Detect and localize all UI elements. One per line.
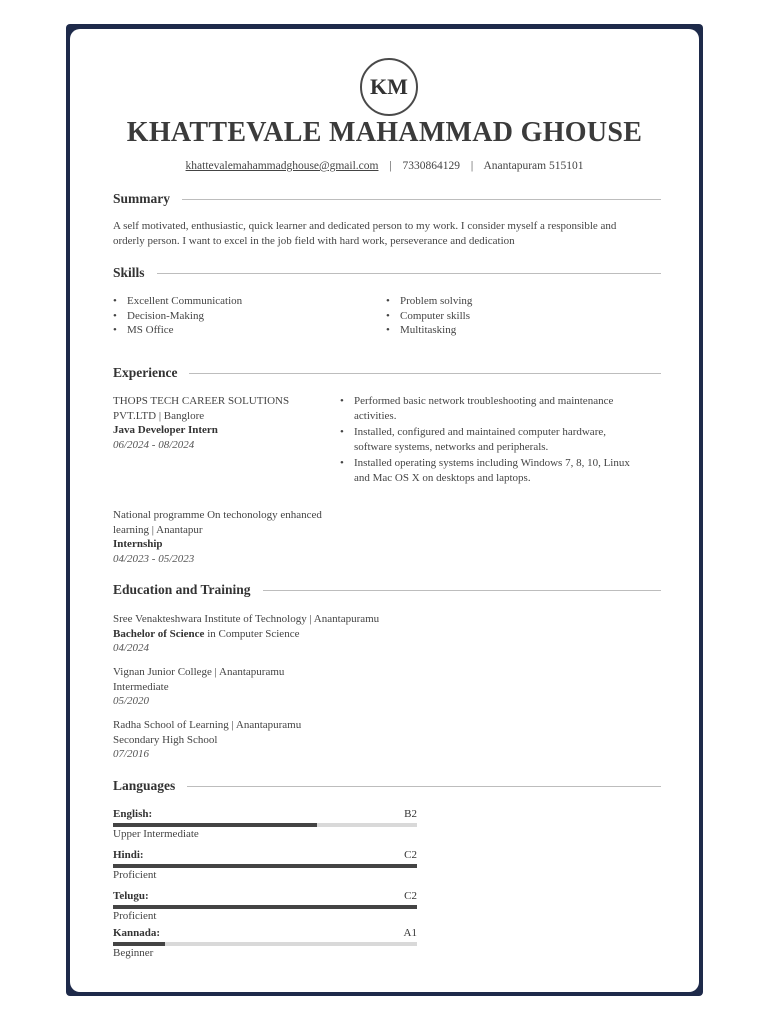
job-duties (340, 394, 660, 485)
language-name: Kannada: (113, 927, 161, 939)
duty-item (340, 456, 660, 485)
language-code: A1 (403, 927, 417, 939)
experience-heading (113, 365, 661, 381)
education-heading (113, 582, 661, 598)
phone-number: 7330864129 (402, 160, 461, 172)
languages-title: Languages (113, 778, 176, 793)
duty-line: • Installed operating systems including Windows 7, 8, 10, Linux (354, 457, 630, 469)
skills-list-left (113, 294, 363, 338)
summary-title: Summary (113, 191, 170, 206)
language-code: C2 (404, 849, 417, 861)
internship-entry (113, 508, 373, 566)
duty-line: • Performed basic network troubleshooting and maintenance (354, 395, 614, 407)
proficiency-fill (113, 823, 317, 827)
duty-line: • Installed, configured and maintained computer hardware, (354, 426, 606, 438)
language-item (113, 927, 417, 959)
experience-title: Experience (113, 365, 178, 380)
language-level: Upper Intermediate (113, 828, 199, 840)
org-location: learning | Anantapur (113, 523, 203, 536)
duty-line: activities. (354, 409, 397, 422)
contact-line (70, 160, 699, 172)
section-divider (182, 199, 661, 200)
language-name: Telugu: (113, 890, 149, 902)
duty-item (340, 394, 660, 423)
skill-item: • Multitasking (386, 323, 636, 338)
job-entry (113, 394, 333, 452)
degree: Intermediate (113, 680, 169, 693)
language-item (113, 890, 417, 922)
candidate-name: KHATTEVALE MAHAMMAD GHOUSE (126, 117, 643, 148)
email-link[interactable]: khattevalemahammadghouse@gmail.com (185, 160, 379, 172)
org-name: National programme On techonology enhanced (113, 509, 322, 521)
degree-title: Bachelor of Science (113, 627, 205, 640)
language-name: English: (113, 808, 153, 820)
language-name: Hindi: (113, 849, 144, 861)
degree (113, 627, 613, 642)
language-level: Proficient (113, 869, 157, 881)
job-dates: 06/2024 - 08/2024 (113, 438, 195, 451)
initials-text: KM (370, 74, 408, 99)
language-code: B2 (404, 808, 417, 820)
skills-list-right (386, 294, 636, 338)
language-level: Proficient (113, 910, 157, 922)
language-item (113, 849, 417, 881)
skill-item: • Problem solving (386, 294, 636, 309)
summary-line: A self motivated, enthusiastic, quick learner and dedicated person to my work. I consider myself a responsible and (113, 220, 617, 232)
section-divider (157, 273, 661, 274)
resume-page (70, 29, 699, 992)
education-item (113, 612, 613, 656)
skill-item: • Decision-Making (113, 309, 363, 324)
education-item (113, 718, 613, 762)
summary-heading (113, 191, 661, 207)
proficiency-fill (113, 864, 417, 868)
proficiency-bar (113, 864, 417, 868)
school-name: Vignan Junior College | Anantapuramu (113, 666, 285, 678)
summary-text (113, 219, 673, 248)
section-divider (187, 786, 661, 787)
degree: Secondary High School (113, 733, 218, 746)
duty-line: and Mac OS X on desktops and laptops. (354, 471, 531, 484)
section-divider (263, 590, 661, 591)
skill-item: • MS Office (113, 323, 363, 338)
proficiency-bar (113, 823, 417, 827)
job-role: Internship (113, 538, 163, 550)
job-role: Java Developer Intern (113, 424, 218, 436)
proficiency-bar (113, 942, 417, 946)
summary-line: orderly person. I want to excel in the job field with hard work, perseverance and dedication (113, 234, 515, 247)
proficiency-bar (113, 905, 417, 909)
skills-heading (113, 265, 661, 281)
job-dates: 04/2023 - 05/2023 (113, 552, 195, 565)
languages-heading (113, 778, 661, 794)
education-title: Education and Training (113, 582, 251, 597)
language-level: Beginner (113, 947, 154, 959)
duty-item (340, 425, 660, 454)
company-location: PVT.LTD | Banglore (113, 409, 205, 422)
skills-title: Skills (113, 265, 145, 280)
school-name: Radha School of Learning | Anantapuramu (113, 719, 302, 731)
degree-field: in Computer Science (204, 627, 300, 640)
school-name: Sree Venakteshwara Institute of Technology | Anantapuramu (113, 613, 380, 625)
education-date: 05/2020 (113, 695, 150, 707)
proficiency-fill (113, 905, 417, 909)
proficiency-fill (113, 942, 165, 946)
company-name: THOPS TECH CAREER SOLUTIONS (113, 395, 290, 407)
separator: | (470, 160, 474, 172)
section-divider (189, 373, 661, 374)
initials-monogram (360, 58, 418, 116)
language-item (113, 808, 417, 840)
skill-item: • Computer skills (386, 309, 636, 324)
skill-item: • Excellent Communication (113, 294, 363, 309)
location: Anantapuram 515101 (483, 160, 584, 172)
education-date: 07/2016 (113, 748, 150, 760)
duty-line: software systems, networks and peripherals. (354, 440, 549, 453)
language-code: C2 (404, 890, 417, 902)
education-date: 04/2024 (113, 642, 150, 654)
separator: | (389, 160, 392, 172)
education-item (113, 665, 613, 709)
